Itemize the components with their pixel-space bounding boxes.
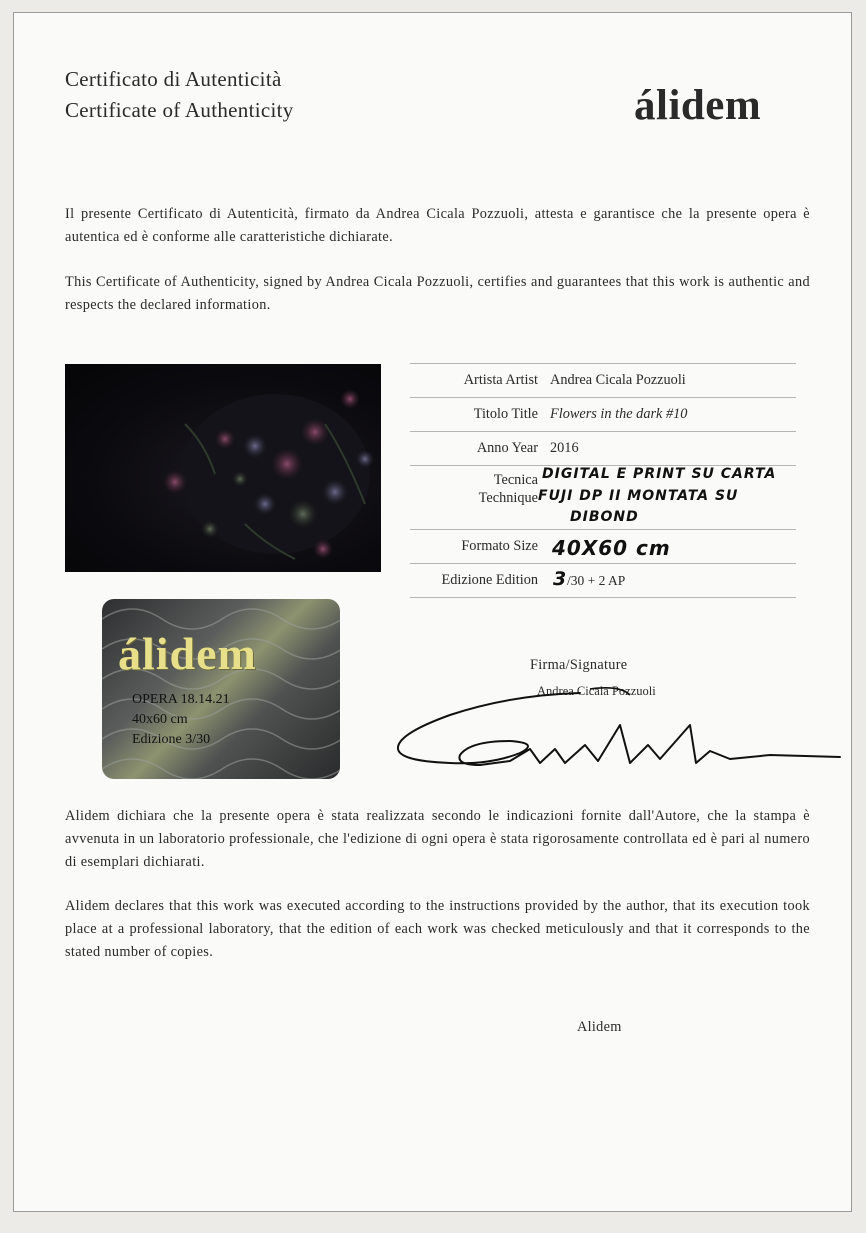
- technique-label-it: Tecnica: [493, 472, 538, 488]
- year-label: Anno Year: [476, 440, 538, 456]
- format-value: 40X60 cm: [552, 536, 671, 560]
- technique-value-line3: DIBOND: [570, 509, 639, 525]
- signature-printed-name: Andrea Cicala Pozzuoli: [537, 684, 656, 698]
- edition-handwritten-number: 3: [553, 568, 568, 590]
- handwritten-signature: [390, 685, 842, 781]
- hologram-pattern: [102, 599, 340, 779]
- year-value: 2016: [550, 440, 579, 456]
- row-edition: [410, 563, 796, 598]
- title-italian: Certificato di Autenticità: [65, 67, 282, 91]
- edition-suffix: /30 + 2 AP: [567, 573, 626, 588]
- row-title: [410, 397, 796, 431]
- details-table: [410, 363, 796, 598]
- hologram-sticker: [102, 599, 340, 779]
- title-english: Certificate of Authenticity: [65, 98, 294, 122]
- declaration-italian: Alidem dichiara che la presente opera è stata realizzata secondo le indicazioni fornite dall'Autore, che la stampa è avvenuta in un laboratorio professionale, che l'edizione di ogni opera è stata rigorosamente controllata ed è pari al numero di esemplari dichiarati.: [65, 808, 810, 870]
- artist-value: Andrea Cicala Pozzuoli: [550, 372, 686, 388]
- artist-label: Artista Artist: [463, 372, 538, 388]
- certificate-sheet: [13, 12, 852, 1212]
- hologram-line2: 40x60 cm: [132, 712, 188, 727]
- title-label: Titolo Title: [473, 406, 538, 422]
- hologram-line1: OPERA 18.14.21: [132, 692, 230, 707]
- row-year: [410, 431, 796, 465]
- title-value: Flowers in the dark #10: [550, 406, 688, 422]
- technique-label-en: Technique: [478, 490, 538, 506]
- row-format: [410, 529, 796, 563]
- signature-label: Firma/Signature: [530, 657, 628, 673]
- technique-value-line1: DIGITAL E PRINT SU CARTA: [542, 466, 777, 482]
- declaration-english: Alidem declares that this work was executed according to the instructions provided by the author, that its execution took place at a professional laboratory, that the edition of each work was checked meticulously and that it corresponds to the stated number of copies.: [65, 898, 810, 960]
- hologram-line3: Edizione 3/30: [132, 732, 211, 747]
- hologram-logo: álidem: [118, 628, 257, 679]
- row-artist: [410, 363, 796, 397]
- artwork-image: [65, 364, 381, 572]
- intro-english: This Certificate of Authenticity, signed by Andrea Cicala Pozzuoli, certifies and guarantees that this work is authentic and respects the declared information.: [65, 274, 810, 313]
- format-label: Formato Size: [461, 538, 538, 554]
- row-technique: [410, 465, 796, 529]
- footer-signoff: Alidem: [577, 1019, 622, 1035]
- technique-value-line2: FUJI DP II MONTATA SU: [538, 488, 739, 504]
- intro-italian: Il presente Certificato di Autenticità, firmato da Andrea Cicala Pozzuoli, attesta e garantisce che la presente opera è autentica ed è conforme alle caratteristiche dichiarate.: [65, 206, 810, 245]
- edition-label: Edizione Edition: [441, 572, 538, 588]
- alidem-logo: álidem: [634, 82, 762, 129]
